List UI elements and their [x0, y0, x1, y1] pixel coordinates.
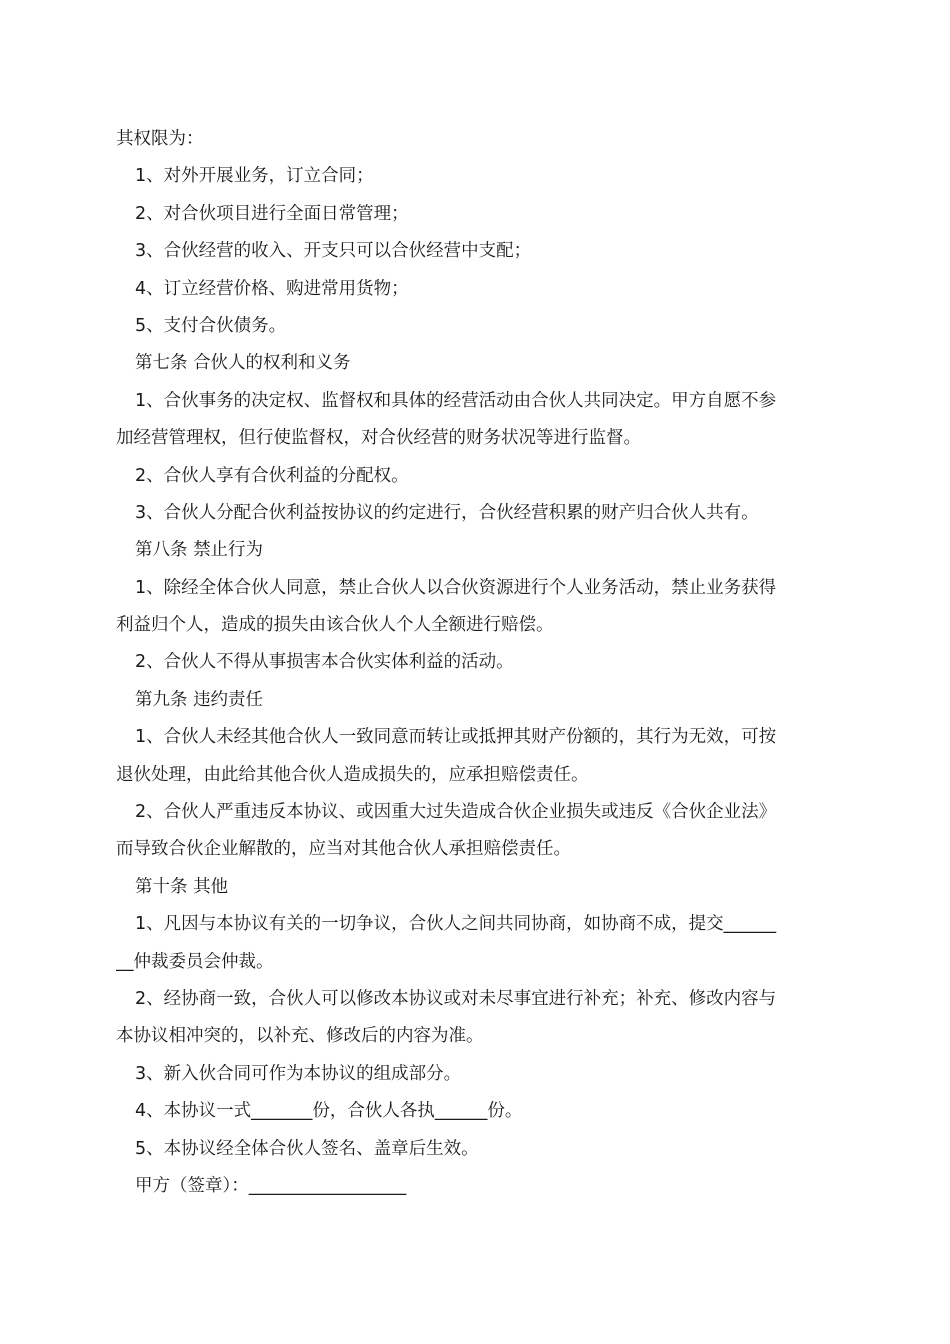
document-line: 1、除经全体合伙人同意，禁止合伙人以合伙资源进行个人业务活动，禁止业务获得: [135, 577, 777, 598]
document-line: 利益归个人，造成的损失由该合伙人个人全额进行赔偿。: [116, 615, 554, 636]
document-line: 退伙处理，由此给其他合伙人造成损失的，应承担赔偿责任。: [116, 764, 589, 785]
document-line: 5、支付合伙债务。: [135, 315, 287, 336]
document-line: 1、对外开展业务，订立合同；: [135, 166, 374, 187]
document-line: 3、合伙经营的收入、开支只可以合伙经营中支配；: [135, 241, 532, 262]
document-line: 2、合伙人不得从事损害本合伙实体利益的活动。: [135, 652, 514, 673]
document-line: 第八条 禁止行为: [135, 540, 264, 561]
document-line: 第九条 违约责任: [135, 689, 264, 710]
document-line: 其权限为：: [116, 129, 204, 149]
document-line: 加经营管理权，但行使监督权，对合伙经营的财务状况等进行监督。: [116, 428, 641, 449]
document-line: 5、本协议经全体合伙人签名、盖章后生效。: [135, 1138, 479, 1159]
document-line: 3、新入伙合同可作为本协议的组成部分。: [135, 1063, 462, 1084]
document-line: 2、合伙人严重违反本协议、或因重大过失造成合伙企业损失或违反《合伙企业法》: [135, 802, 777, 823]
document-line: 2、合伙人享有合伙利益的分配权。: [135, 465, 409, 486]
document-line: 1、凡因与本协议有关的一切争议，合伙人之间共同协商，如协商不成，提交______: [135, 914, 777, 935]
document-body: [116, 121, 838, 1205]
document-line: 1、合伙事务的决定权、监督权和具体的经营活动由合伙人共同决定。甲方自愿不参: [135, 390, 777, 411]
document-line: 2、对合伙项目进行全面日常管理；: [135, 203, 409, 224]
document-line: __仲裁委员会仲裁。: [116, 951, 274, 972]
document-line: 4、本协议一式_______份，合伙人各执______份。: [135, 1101, 523, 1122]
document-line: 1、合伙人未经其他合伙人一致同意而转让或抵押其财产份额的，其行为无效，可按: [135, 727, 777, 748]
document-line: 第七条 合伙人的权利和义务: [135, 353, 351, 374]
document-line: 第十条 其他: [135, 876, 229, 897]
document-line: 甲方（签章）：__________________: [135, 1175, 407, 1196]
document-line: 本协议相冲突的，以补充、修改后的内容为准。: [116, 1026, 484, 1047]
document-line: 4、订立经营价格、购进常用货物；: [135, 278, 409, 299]
document-line: 3、合伙人分配合伙利益按协议的约定进行，合伙经营积累的财产归合伙人共有。: [135, 502, 759, 523]
document-line: 而导致合伙企业解散的，应当对其他合伙人承担赔偿责任。: [116, 839, 571, 860]
document-line: 2、经协商一致，合伙人可以修改本协议或对未尽事宜进行补充；补充、修改内容与: [135, 988, 777, 1009]
